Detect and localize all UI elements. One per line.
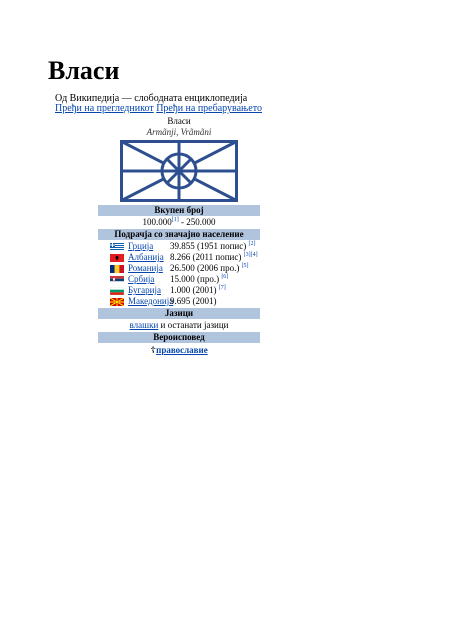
region-row	[98, 241, 260, 252]
region-citation-ref[interactable]: [7]	[218, 285, 226, 291]
region-row	[98, 285, 260, 296]
population-ref[interactable]: [1]	[171, 217, 179, 223]
region-row	[98, 274, 260, 285]
infobox	[98, 115, 260, 356]
region-population-text: 26.500 (2006 про.)	[170, 263, 240, 273]
population-separator: -	[178, 217, 187, 227]
region-population-text: 8.266 (2011 попис)	[170, 252, 242, 262]
infobox-native-names: Armãnji, Vrãmãni	[146, 127, 212, 137]
serbia-flag-icon	[110, 276, 124, 284]
region-citation-ref[interactable]: [2]	[248, 241, 256, 247]
region-population-value	[170, 285, 260, 296]
region-citation-ref[interactable]: [3][4]	[243, 252, 258, 258]
religion-header: Вероисповед	[98, 332, 260, 343]
languages-row	[98, 320, 260, 331]
region-country-link[interactable]: Грција	[128, 241, 154, 251]
region-population-value	[170, 252, 260, 263]
region-citation-ref[interactable]: [6]	[221, 274, 229, 280]
page-title: Власи	[48, 56, 120, 85]
region-population-text: 9.695 (2001)	[170, 296, 217, 306]
romania-flag-icon	[110, 265, 124, 273]
regions-header: Подрачја со значајно население	[98, 229, 260, 240]
bulgaria-flag-icon	[110, 287, 124, 295]
region-row	[98, 296, 260, 307]
population-high: 250.000	[186, 217, 216, 227]
region-country-link[interactable]: Албанија	[128, 252, 164, 262]
region-population-value	[170, 296, 260, 307]
languages-header: Јазици	[98, 308, 260, 319]
site-subtitle: Од Википедија — слободната енциклопедија	[55, 93, 248, 104]
region-population-value	[170, 241, 260, 252]
regions-list	[98, 241, 260, 307]
population-value	[98, 217, 260, 228]
languages-rest: и останати јазици	[158, 320, 229, 330]
region-row	[98, 252, 260, 263]
jump-to-navigation-link[interactable]: Пређи на прегледникот	[55, 103, 154, 114]
infobox-title: Власи	[167, 116, 191, 126]
region-population-value	[170, 274, 260, 285]
region-population-text: 1.000 (2001)	[170, 285, 217, 295]
greece-flag-icon	[110, 243, 124, 251]
region-country-link[interactable]: Македонија	[128, 296, 174, 306]
region-population-value	[170, 263, 260, 274]
region-population-text: 15.000 (про.)	[170, 274, 220, 284]
region-country-link[interactable]: Србија	[128, 274, 155, 284]
population-low: 100.000	[142, 217, 172, 227]
region-citation-ref[interactable]: [5]	[241, 263, 249, 269]
region-country-link[interactable]: Бугарија	[128, 285, 161, 295]
albania-flag-icon	[110, 254, 124, 262]
language-link-vlach[interactable]: влашки	[129, 320, 159, 330]
vlach-flag-icon	[120, 140, 238, 202]
region-population-text: 39.855 (1951 попис)	[170, 241, 247, 251]
jump-links	[55, 103, 262, 114]
religion-row	[98, 344, 260, 356]
region-row	[98, 263, 260, 274]
macedonia-flag-icon	[110, 298, 124, 306]
population-header: Вкупен број	[98, 205, 260, 216]
orthodox-cross-icon: ☦	[150, 345, 157, 355]
religion-link-orthodoxy[interactable]: православие	[156, 345, 208, 355]
region-country-link[interactable]: Романија	[128, 263, 163, 273]
jump-to-search-link[interactable]: Пређи на пребарувањето	[156, 103, 262, 114]
